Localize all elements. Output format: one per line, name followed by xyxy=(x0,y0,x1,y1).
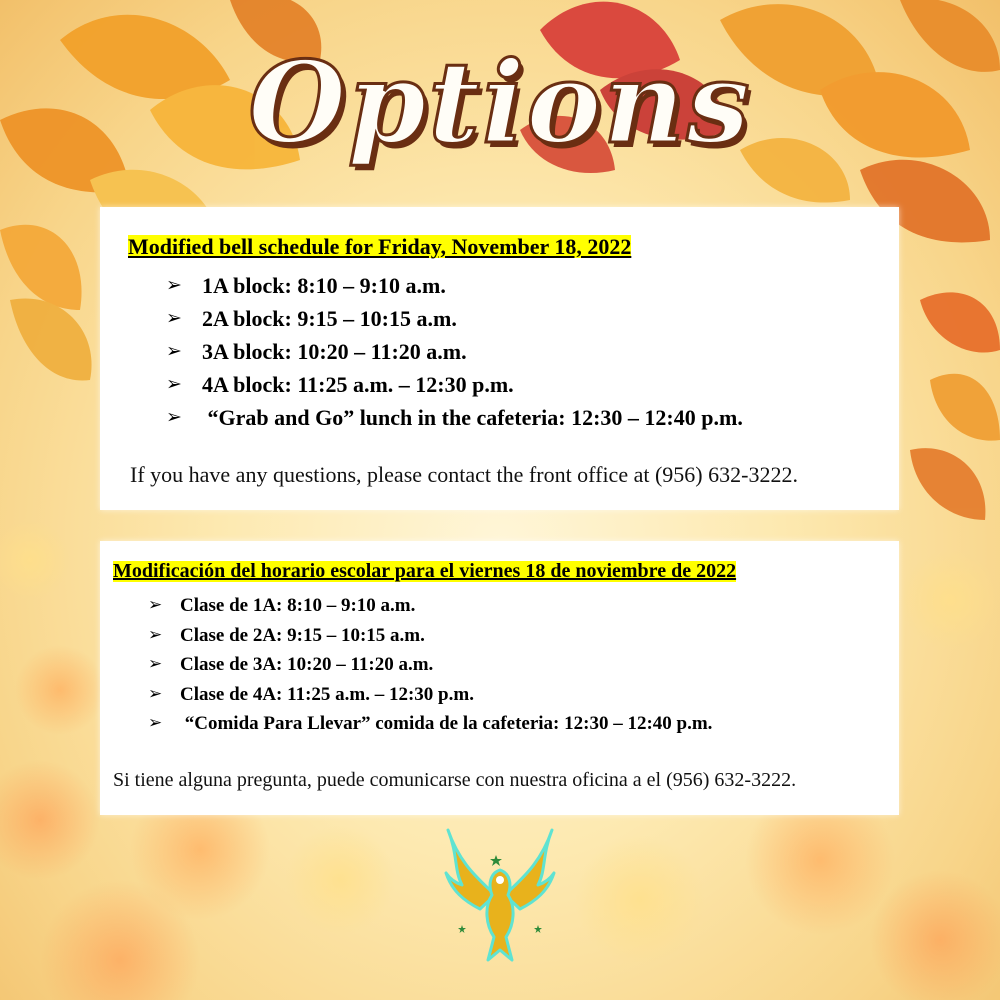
english-schedule-list xyxy=(166,269,743,434)
arrowhead-bullet-icon: ➢ xyxy=(148,713,163,733)
list-item: ➢ 4A block: 11:25 a.m. – 12:30 p.m. xyxy=(166,368,743,401)
arrowhead-bullet-icon: ➢ xyxy=(148,654,163,674)
english-heading: Modified bell schedule for Friday, November 18, 2022 xyxy=(128,234,632,259)
spanish-schedule-list xyxy=(148,591,712,739)
list-item: ➢ 1A block: 8:10 – 9:10 a.m. xyxy=(166,269,743,302)
arrowhead-bullet-icon: ➢ xyxy=(166,373,182,395)
spanish-heading: Modificación del horario escolar para el viernes 18 de noviembre de 2022 xyxy=(113,560,737,582)
arrowhead-bullet-icon: ➢ xyxy=(148,683,163,704)
arrowhead-bullet-icon: ➢ xyxy=(166,406,182,428)
spanish-schedule-card xyxy=(100,541,899,815)
list-item: ➢ Clase de 2A: 9:15 – 10:15 a.m. xyxy=(148,621,712,651)
list-item: ➢ “Comida Para Llevar” comida de la cafeteria: 12:30 – 12:40 p.m. xyxy=(148,709,712,739)
english-schedule-card xyxy=(100,207,899,510)
list-item: ➢ Clase de 1A: 8:10 – 9:10 a.m. xyxy=(148,591,712,621)
list-item: ➢ Clase de 4A: 11:25 a.m. – 12:30 p.m. xyxy=(148,680,712,710)
arrowhead-bullet-icon: ➢ xyxy=(148,595,163,615)
arrowhead-bullet-icon: ➢ xyxy=(166,307,182,329)
page-title: Options xyxy=(248,38,752,169)
arrowhead-bullet-icon: ➢ xyxy=(148,624,163,645)
list-item: ➢ 2A block: 9:15 – 10:15 a.m. xyxy=(166,302,743,335)
list-item: ➢ Clase de 3A: 10:20 – 11:20 a.m. xyxy=(148,650,712,680)
list-item: ➢ 3A block: 10:20 – 11:20 a.m. xyxy=(166,335,743,368)
list-item: ➢ “Grab and Go” lunch in the cafeteria: 12:30 – 12:40 p.m. xyxy=(166,401,743,434)
english-contact-note: If you have any questions, please contact the front office at (956) 632-3222. xyxy=(130,462,798,487)
arrowhead-bullet-icon: ➢ xyxy=(166,340,182,362)
eagle-logo-icon xyxy=(440,825,560,975)
spanish-contact-note: Si tiene alguna pregunta, puede comunicarse con nuestra oficina a el (956) 632-3222. xyxy=(113,769,797,791)
arrowhead-bullet-icon: ➢ xyxy=(166,274,182,296)
